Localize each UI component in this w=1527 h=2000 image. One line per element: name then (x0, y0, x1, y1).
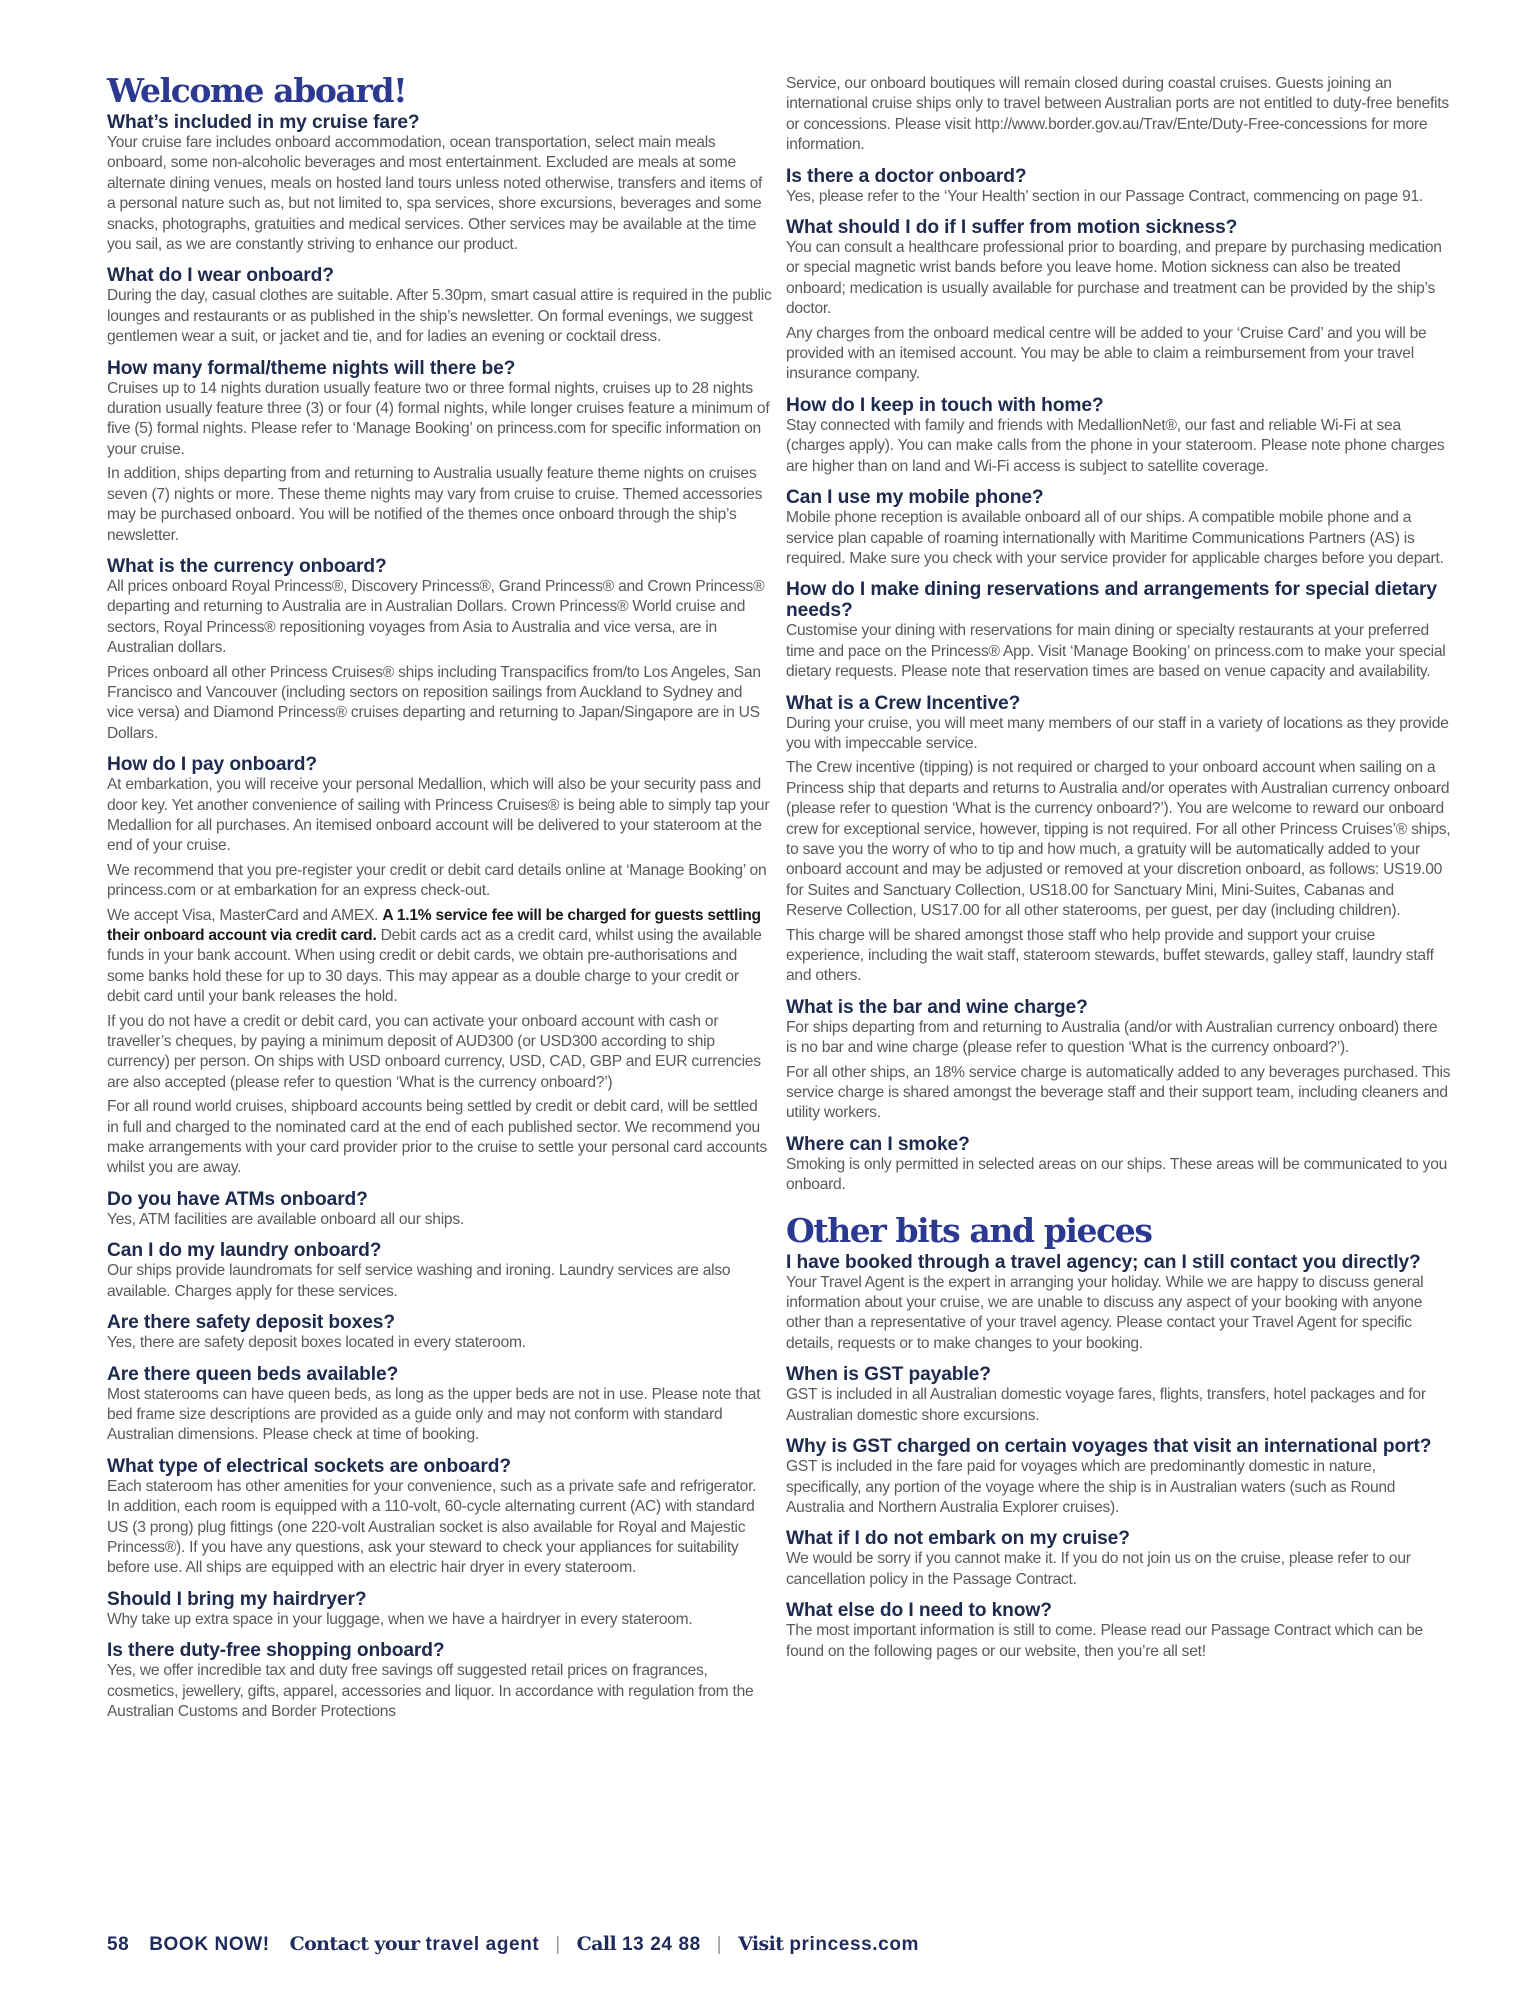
faq-question: What type of electrical sockets are onboard? (107, 1455, 511, 1477)
call-prefix: Call (576, 1933, 617, 1955)
faq-answer: If you do not have a credit or debit card, you can activate your onboard account with cash or traveller’s cheques, by paying a minimum deposit of AUD300 (or USD300 according to ship currency) per person. On ships with USD onboard currency, USD, CAD, GBP and EUR currencies are also accepted (please refer to question ‘What is the currency onboard?’) (107, 1012, 761, 1091)
faq-answer: Mobile phone reception is available onboard all of our ships. A compatible mobile phone and a service plan capable of roaming internationally with Maritime Communications Partners (AS) is required. Make sure you check with your service provider for applicable charges before you depart. (786, 509, 1444, 567)
faq-question: Are there safety deposit boxes? (107, 1312, 396, 1334)
faq-answer: You can consult a healthcare professional prior to boarding, and prepare by purchasing medication or special magnetic wrist bands before you leave home. Motion sickness can also be treated onboard; medication is usually available for purchase and treatment can be provided by the ship’s doctor. (786, 239, 1442, 318)
phone-number-link[interactable]: 13 24 88 (622, 1934, 701, 1955)
faq-question: What should I do if I suffer from motion sickness? (786, 217, 1238, 239)
card-fee-text: Debit cards act as a credit card, whilst using the available funds in your bank account. When using credit or debit cards, we obtain pre-authorisations and some banks hold these for up to 30 days. This may appear as a double charge to your credit or debit card until your bank releases the hold. (107, 927, 762, 1006)
faq-answer: Stay connected with family and friends with MedallionNet®, our fast and reliable Wi-Fi at sea (charges apply). You can make calls from the phone in your stateroom. Please note phone charges are higher than on land and Wi-Fi access is subject to satellite coverage. (786, 416, 1445, 475)
faq-answer: Yes, please refer to the ‘Your Health’ section in our Passage Contract, commencing on page 91. (786, 187, 1424, 205)
service-fee-notice: A 1.1% service fee will be charged for guests settling their onboard account via credit card. (107, 906, 761, 944)
faq-answer: This charge will be shared amongst those staff who help provide and support your cruise experience, including the wait staff, stateroom stewards, buffet stewards, galley staff, laundry staff and others. (786, 926, 1434, 985)
faq-question: What is the bar and wine charge? (786, 996, 1088, 1018)
faq-question: What if I do not embark on my cruise? (786, 1528, 1130, 1550)
faq-answer: Most staterooms can have queen beds, as long as the upper beds are not in use. Please note that bed frame size descriptions are provided as a guide only and may not conform with standard Australian dimensions. Please check at time of booking. (107, 1385, 761, 1444)
faq-item (107, 1456, 772, 1579)
faq-answer: During your cruise, you will meet many members of our staff in a variety of locations as they provide you with impeccable service. (786, 714, 1449, 752)
faq-question: What else do I need to know? (786, 1600, 1052, 1622)
faq-answer: We would be sorry if you cannot make it. If you do not join us on the cruise, please refer to our cancellation policy in the Passage Contract. (786, 1550, 1411, 1588)
faq-answer: Smoking is only permitted in selected areas on our ships. These areas will be communicated to you onboard. (786, 1155, 1448, 1194)
faq-item (107, 1640, 772, 1722)
faq-question: I have booked through a travel agency; can I still contact you directly? (786, 1251, 1421, 1273)
faq-answer: At embarkation, you will receive your personal Medallion, which will also be your security pass and door key. Yet another convenience of sailing with Princess Cruises® is being able to simply tap your Medallion for all purchases. An itemised onboard account will be delivered to your stateroom at the end of your cruise. (107, 776, 770, 855)
page-number: 58 (107, 1934, 130, 1955)
faq-answer: During the day, casual clothes are suitable. After 5.30pm, smart casual attire is required in the public lounges and restaurants or as published in the ship’s newsletter. On formal evenings, we suggest gentlemen wear a suit, or jacket and tie, and for ladies an evening or cocktail dress. (107, 287, 772, 346)
faq-item (107, 1240, 772, 1302)
faq-answer: For all other ships, an 18% service charge is automatically added to any beverages purchased. This service charge is shared amongst the beverage staff and their support team, including cleaners and utility workers. (786, 1063, 1451, 1122)
faq-answer: For ships departing from and returning to Australia (and/or with Australian currency onboard) there is no bar and wine charge (please refer to question ‘What is the currency onboard?’). (786, 1018, 1438, 1057)
contact-prefix: Contact your (289, 1933, 420, 1955)
faq-item (107, 1189, 772, 1230)
faq-question: How do I pay onboard? (107, 754, 318, 776)
faq-answer: Yes, there are safety deposit boxes located in every stateroom. (107, 1334, 526, 1352)
page-footer (107, 1933, 919, 1956)
faq-answer: The Crew incentive (tipping) is not required or charged to your onboard account when sailing on a Princess ship that departs and returns to Australia and/or operates with Australian currency onboard (please refer to question ‘What is the currency onboard?’). You are welcome to reward our onboard crew for exceptional service, however, tipping is not required. For all other Princess Cruises’® ships, to save you the worry of who to tip and how much, a gratuity will be automatically added to your onboard account and may be adjusted or removed at your discretion onboard, as follows: US19.00 for Suites and Sanctuary Collection, US18.00 for Sanctuary Mini, Mini-Suites, Cabanas and Reserve Collection, US17.00 for all other staterooms, per guest, per day (including children). (786, 759, 1451, 920)
faq-question: How many formal/theme nights will there be? (107, 357, 516, 379)
faq-answer: Cruises up to 14 nights duration usually feature two or three formal nights, cruises up to 28 nights duration usually feature three (3) or four (4) formal nights, while longer cruises feature a minimum of five (5) formal nights. Please refer to ‘Manage Booking’ on princess.com for specific information on your cruise. (107, 379, 770, 458)
faq-answer: Our ships provide laundromats for self service washing and ironing. Laundry services are also available. Charges apply for these services. (107, 1262, 731, 1300)
faq-item (786, 997, 1451, 1124)
faq-question: How do I keep in touch with home? (786, 394, 1104, 416)
website-link[interactable]: princess.com (789, 1934, 920, 1955)
faq-question: What do I wear onboard? (107, 265, 334, 287)
faq-answer: Yes, we offer incredible tax and duty free savings off suggested retail prices on fragrances, cosmetics, jewellery, gifts, apparel, accessories and liquor. In accordance with regulation from the Australian Customs and Border Protections (107, 1662, 754, 1720)
faq-answer: The most important information is still to come. Please read our Passage Contract which can be found on the following pages or our website, then you’re all set! (786, 1622, 1423, 1660)
faq-item (786, 395, 1451, 477)
faq-item (786, 1364, 1451, 1426)
faq-answer: Why take up extra space in your luggage, when we have a hairdryer in every stateroom. (107, 1610, 693, 1628)
faq-question: Is there a doctor onboard? (786, 165, 1027, 187)
faq-question: Why is GST charged on certain voyages that visit an international port? (786, 1436, 1432, 1458)
faq-answer-card-fees (107, 906, 772, 1008)
faq-answer: Customise your dining with reservations for main dining or specialty restaurants at your preferred time and pace on the Princess® App. Visit ‘Manage Booking’ on princess.com to make your special dietary requests. Please note that reservation times are based on venue capacity and availability. (786, 622, 1446, 681)
faq-item (786, 1436, 1451, 1518)
travel-agent-label: travel agent (425, 1934, 540, 1955)
faq-answer: For all round world cruises, shipboard accounts being settled by credit or debit card, will be settled in full and charged to the nominated card at the end of each published sector. We recommend you make arrangements with your card provider prior to the cruise to settle your personal card accounts whilst you are away. (107, 1098, 767, 1177)
faq-item (786, 1134, 1451, 1196)
faq-answer: Any charges from the onboard medical centre will be added to your ‘Cruise Card’ and you will be provided with an itemised account. You may be able to claim a reimbursement from your travel insurance company. (786, 324, 1427, 383)
faq-answer: Yes, ATM facilities are available onboard all our ships. (107, 1210, 464, 1228)
footer-divider: | (555, 1934, 561, 1955)
faq-item (786, 487, 1451, 569)
faq-item (107, 265, 772, 347)
faq-question: Should I bring my hairdryer? (107, 1588, 367, 1610)
faq-item (786, 166, 1451, 207)
duty-free-continuation: Service, our onboard boutiques will remain closed during coastal cruises. Guests joining an international cruise ships only to travel between Australian ports are not entitled to duty-free benefits or concessions. Please visit http://www.border.gov.au/Trav/Ente/Duty-Free-concessions for more information. (786, 75, 1449, 154)
faq-question: What is the currency onboard? (107, 555, 387, 577)
faq-answer: GST is included in all Australian domestic voyage fares, flights, transfers, hotel packages and for Australian domestic shore excursions. (786, 1386, 1426, 1424)
faq-item (107, 112, 772, 255)
faq-answer: Your cruise fare includes onboard accommodation, ocean transportation, select main meals onboard, some non-alcoholic beverages and most entertainment. Excluded are meals at some alternate dining venues, meals on hosted land tours unless noted otherwise, transfers and items of a personal nature such as, but not limited to, spa services, shore excursions, beverages and some snacks, photographs, gratuities and medical services. Other services may be available at the time you sail, as we are constantly striving to enhance our product. (107, 134, 763, 254)
faq-item (107, 556, 772, 744)
faq-item (786, 693, 1451, 987)
faq-continuation (786, 74, 1451, 156)
faq-answer: In addition, ships departing from and returning to Australia usually feature theme nights on cruises seven (7) nights or more. These theme nights may vary from cruise to cruise. Themed accessories may be purchased onboard. You will be notified of the themes once onboard through the ship’s newsletter. (107, 465, 763, 544)
faq-item (786, 1252, 1451, 1355)
right-column (786, 74, 1451, 1672)
faq-question: Is there duty-free shopping onboard? (107, 1640, 445, 1662)
faq-question: When is GST payable? (786, 1364, 991, 1386)
faq-answer: Your Travel Agent is the expert in arranging your holiday. While we are happy to discuss general information about your cruise, we are unable to discuss any aspect of your booking with anyone other than a representative of your travel agency. Please contact your Travel Agent for specific details, requests or to make changes to your booking. (786, 1273, 1424, 1352)
faq-item (786, 579, 1451, 682)
faq-question: Where can I smoke? (786, 1133, 970, 1155)
faq-item (786, 1528, 1451, 1590)
faq-question: How do I make dining reservations and arrangements for special dietary needs? (786, 579, 1437, 622)
faq-question: What’s included in my cruise fare? (107, 112, 420, 133)
card-fee-text: We accept Visa, MasterCard and AMEX. (107, 906, 383, 924)
faq-answer: Prices onboard all other Princess Cruises® ships including Transpacifics from/to Los Angeles, San Francisco and Vancouver (including sectors on reposition sailings from Auckland to Sydney and vice versa) and Diamond Princess® cruises departing and returning to Japan/Singapore are in US Dollars. (107, 663, 761, 742)
faq-question: Can I do my laundry onboard? (107, 1240, 382, 1262)
book-now-label: BOOK NOW! (149, 1934, 270, 1955)
faq-item (107, 1364, 772, 1446)
faq-item (786, 1600, 1451, 1662)
faq-answer: We recommend that you pre-register your credit or debit card details online at ‘Manage Booking’ on princess.com or at embarkation for an express check-out. (107, 861, 767, 900)
footer-divider: | (716, 1934, 723, 1955)
faq-item (107, 1312, 772, 1353)
faq-question: Can I use my mobile phone? (786, 487, 1044, 509)
faq-question: What is a Crew Incentive? (786, 692, 1021, 714)
faq-answer: All prices onboard Royal Princess®, Discovery Princess®, Grand Princess® and Crown Princess® departing and returning to Australia are in Australian Dollars. Crown Princess® World cruise and sectors, Royal Princess® repositioning voyages from Asia to Australia and vice versa, are in Australian dollars. (107, 577, 765, 657)
faq-answer: Each stateroom has other amenities for your convenience, such as a private safe and refrigerator. In addition, each room is equipped with a 110-volt, 60-cycle alternating current (AC) with standard US (3 prong) plug fittings (one 220-volt Australian socket is also available for Royal and Majestic Princess®). If you have any questions, ask your steward to check your appliances for suitability before use. All ships are equipped with an electric hair dryer in every stateroom. (107, 1477, 757, 1577)
faq-item (107, 754, 772, 1179)
section-title-other: Other bits and pieces (786, 1210, 1152, 1250)
faq-question: Are there queen beds available? (107, 1363, 399, 1385)
faq-item (107, 1589, 772, 1630)
faq-answer: GST is included in the fare paid for voyages which are predominantly domestic in nature, specifically, any portion of the voyage where the ship is in Australian waters (such as Round Australia and Northern Australia Explorer cruises). (786, 1458, 1396, 1516)
left-column (107, 72, 772, 1732)
visit-prefix: Visit (738, 1933, 784, 1955)
faq-item (107, 358, 772, 546)
faq-question: Do you have ATMs onboard? (107, 1188, 368, 1210)
section-title-welcome: Welcome aboard! (107, 71, 407, 110)
faq-item (786, 217, 1451, 385)
